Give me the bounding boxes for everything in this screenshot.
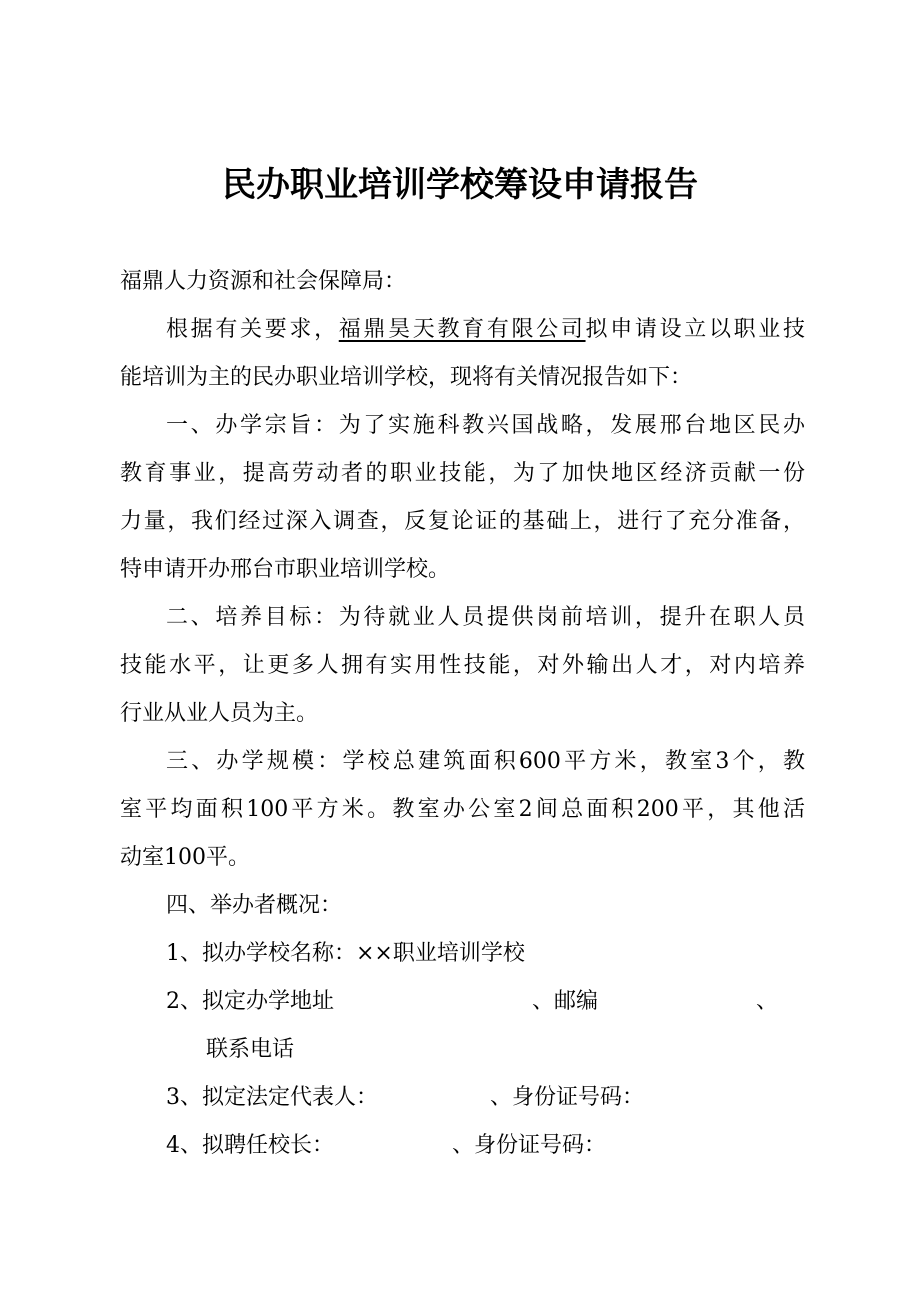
document-body: [120, 258, 805, 1170]
intro-prefix: 根据有关要求，: [166, 317, 339, 342]
company-name: 福鼎昊天教育有限公司: [338, 317, 586, 342]
section3-line-2: 室平均面积100平方米。教室办公室2间总面积200平，其他活: [120, 797, 805, 822]
principal-blank: [334, 1122, 452, 1170]
intro-line1-rest: 拟申请设立以职业技: [585, 317, 805, 342]
section2-line-1: 二、培养目标：为待就业人员提供岗前培训，提升在职人员: [166, 605, 805, 630]
item2-separator: 、: [756, 989, 779, 1014]
section4-item-2-phone: 联系电话: [206, 1037, 295, 1062]
section1-line-3: 力量，我们经过深入调查，反复论证的基础上，进行了充分准备，: [120, 509, 805, 534]
section4-heading: 四、举办者概况：: [166, 893, 343, 918]
section4-item-4: [120, 1122, 805, 1170]
section2-line-2: 技能水平，让更多人拥有实用性技能，对外输出人才，对内培养: [120, 653, 805, 678]
section4-item-2: [120, 978, 805, 1026]
item4-principal-label: 4、拟聘任校长：: [166, 1133, 334, 1158]
section1-line-1: 一、办学宗旨：为了实施科教兴国战略，发展邢台地区民办: [166, 413, 805, 438]
item3-id-label: 、身份证号码：: [490, 1085, 645, 1110]
section1-line-2: 教育事业，提高劳动者的职业技能，为了加快地区经济贡献一份: [120, 461, 805, 486]
address-blank: [334, 978, 532, 1026]
item3-legal-rep-label: 3、拟定法定代表人：: [166, 1085, 378, 1110]
legal-rep-blank: [378, 1074, 490, 1122]
intro-line-1: [120, 306, 805, 354]
item2-postcode-label: 、邮编: [532, 989, 599, 1014]
section4-item-1: 1、拟办学校名称：××职业培训学校: [166, 941, 525, 966]
section4-item-3: [120, 1074, 805, 1122]
salutation: 福鼎人力资源和社会保障局：: [120, 269, 407, 294]
document-title: 民办职业培训学校筹设申请报告: [222, 165, 698, 205]
item4-id-label: 、身份证号码：: [452, 1133, 607, 1158]
section3-line-1: 三、办学规模：学校总建筑面积600平方米，教室3个，教: [166, 749, 805, 774]
section2-line-3: 行业从业人员为主。: [120, 701, 319, 726]
postcode-blank: [598, 978, 756, 1026]
item2-address-label: 2、拟定办学地址: [166, 989, 334, 1014]
section1-line-4: 特申请开办邢台市职业培训学校。: [120, 557, 451, 582]
intro-line-2: 能培训为主的民办职业培训学校，现将有关情况报告如下：: [120, 365, 693, 390]
section3-line-3: 动室100平。: [120, 845, 250, 870]
